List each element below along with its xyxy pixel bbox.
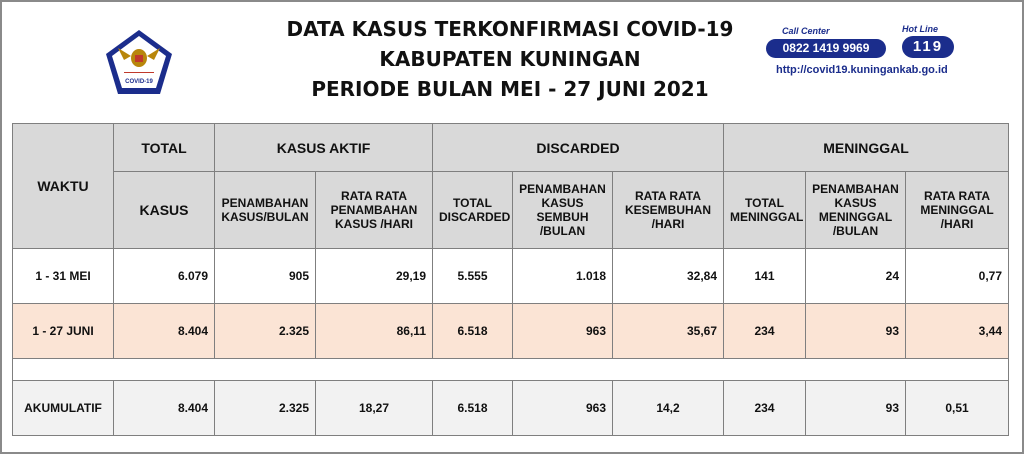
- header-rata-meninggal: RATA RATA MENINGGAL /HARI: [906, 172, 1009, 249]
- cell-rata-sembuh: 14,2: [613, 381, 724, 436]
- spacer-cell: [13, 359, 1009, 381]
- cell-waktu: 1 - 31 MEI: [13, 249, 114, 304]
- cell-total-discarded: 5.555: [433, 249, 513, 304]
- cell-total-meninggal: 234: [724, 381, 806, 436]
- cell-rata-meninggal: 0,51: [906, 381, 1009, 436]
- cell-penambahan-aktif: 2.325: [215, 381, 316, 436]
- cell-penambahan-meninggal: 24: [806, 249, 906, 304]
- cell-total-discarded: 6.518: [433, 381, 513, 436]
- page-title: [250, 14, 770, 104]
- logo-text: COVID-19: [125, 79, 153, 85]
- header-rata-penambahan: RATA RATA PENAMBAHAN KASUS /HARI: [316, 172, 433, 249]
- header-rata-kesembuhan: RATA RATA KESEMBUHAN /HARI: [613, 172, 724, 249]
- website-link[interactable]: http://covid19.kuningankab.go.id: [776, 64, 948, 76]
- table-row-akumulatif: [13, 381, 1009, 436]
- cell-rata-aktif: 18,27: [316, 381, 433, 436]
- cell-rata-aktif: 86,11: [316, 304, 433, 359]
- contact-block: [762, 26, 1002, 86]
- cell-total-discarded: 6.518: [433, 304, 513, 359]
- header-total-meninggal: TOTAL MENINGGAL: [724, 172, 806, 249]
- header-penambahan-sembuh: PENAMBAHAN KASUS SEMBUH /BULAN: [513, 172, 613, 249]
- cell-penambahan-aktif: 2.325: [215, 304, 316, 359]
- call-center-label: Call Center: [782, 26, 830, 36]
- title-line-1: DATA KASUS TERKONFIRMASI COVID-19: [286, 17, 734, 41]
- cell-penambahan-meninggal: 93: [806, 381, 906, 436]
- cell-rata-sembuh: 32,84: [613, 249, 724, 304]
- cell-penambahan-meninggal: 93: [806, 304, 906, 359]
- cell-rata-meninggal: 3,44: [906, 304, 1009, 359]
- header-penambahan-kasus: PENAMBAHAN KASUS/BULAN: [215, 172, 316, 249]
- cell-rata-aktif: 29,19: [316, 249, 433, 304]
- header-kasus-aktif: KASUS AKTIF: [215, 124, 433, 172]
- call-center-number[interactable]: 0822 1419 9969: [766, 39, 886, 58]
- table-row-mei: [13, 249, 1009, 304]
- header-kasus: KASUS: [114, 172, 215, 249]
- table-row-juni: [13, 304, 1009, 359]
- cell-waktu: 1 - 27 JUNI: [13, 304, 114, 359]
- cell-total: 6.079: [114, 249, 215, 304]
- cell-penambahan-sembuh: 963: [513, 304, 613, 359]
- hotline-number[interactable]: 119: [902, 36, 954, 58]
- covid-task-force-logo: [104, 28, 174, 96]
- header-total-discarded: TOTAL DISCARDED: [433, 172, 513, 249]
- cell-rata-meninggal: 0,77: [906, 249, 1009, 304]
- cell-waktu: AKUMULATIF: [13, 381, 114, 436]
- header-waktu: WAKTU: [13, 124, 114, 249]
- title-line-2: KABUPATEN KUNINGAN: [379, 47, 641, 71]
- header-discarded: DISCARDED: [433, 124, 724, 172]
- cell-penambahan-sembuh: 1.018: [513, 249, 613, 304]
- hotline-label: Hot Line: [902, 24, 938, 34]
- header-total: TOTAL: [114, 124, 215, 172]
- cell-total: 8.404: [114, 381, 215, 436]
- cell-rata-sembuh: 35,67: [613, 304, 724, 359]
- cell-penambahan-sembuh: 963: [513, 381, 613, 436]
- header-penambahan-meninggal: PENAMBAHAN KASUS MENINGGAL /BULAN: [806, 172, 906, 249]
- cell-penambahan-aktif: 905: [215, 249, 316, 304]
- title-line-3: PERIODE BULAN MEI - 27 JUNI 2021: [311, 77, 709, 101]
- cell-total-meninggal: 141: [724, 249, 806, 304]
- cell-total: 8.404: [114, 304, 215, 359]
- covid-data-table: [12, 123, 1009, 436]
- spacer-row: [13, 359, 1009, 381]
- cell-total-meninggal: 234: [724, 304, 806, 359]
- header-meninggal: MENINGGAL: [724, 124, 1009, 172]
